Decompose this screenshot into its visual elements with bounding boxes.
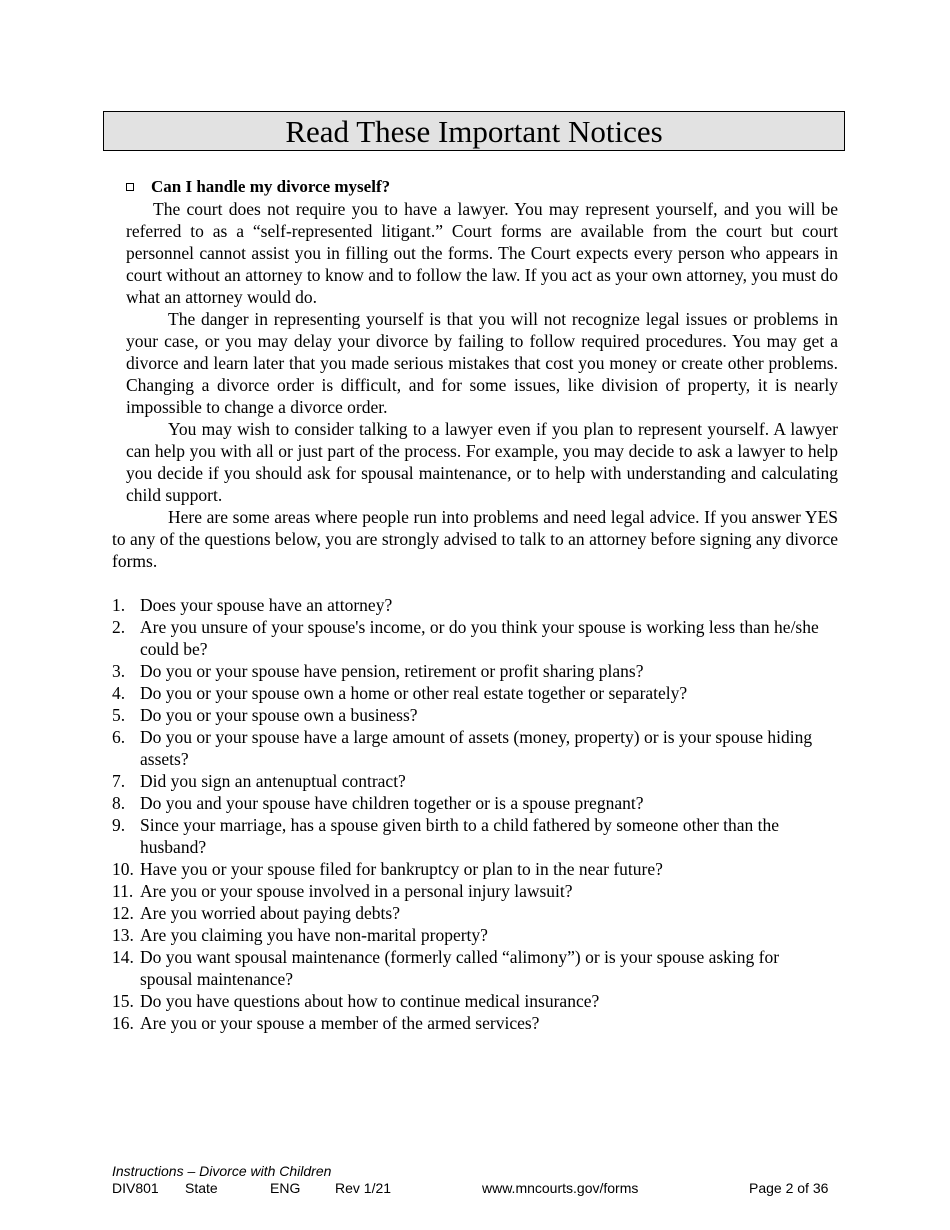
list-item-number: 5. [112,705,126,725]
list-item-text: Are you worried about paying debts? [140,903,400,923]
list-item-number: 2. [112,617,126,637]
paragraph-3: You may wish to consider talking to a lawyer even if you plan to represent yourself. A lawyer can help you with all or just part of the process. For example, you may decide to ask a lawyer to help you decide if you should ask for spousal maintenance, or to help with understanding and calculating child support. [126,419,838,505]
page-footer [112,1163,842,1197]
list-item-number: 12. [112,903,134,923]
list-item-text: Do you or your spouse have a large amount of assets (money, property) or is your spouse hiding assets? [140,727,813,769]
question-list [112,594,832,1034]
page-title: Read These Important Notices [285,114,663,149]
list-item [112,726,832,770]
list-item [112,946,832,990]
list-item [112,902,832,924]
language: ENG [270,1180,301,1196]
list-item-number: 15. [112,991,134,1011]
list-item-text: Are you claiming you have non-marital property? [140,925,488,945]
list-item [112,814,832,858]
list-item-text: Are you unsure of your spouse's income, or do you think your spouse is working less than he/she could be? [140,617,819,659]
list-item [112,770,832,792]
paragraph-1: The court does not require you to have a lawyer. You may represent yourself, and you will be referred to as a “self-represented litigant.” Court forms are available from the court but court personnel cannot assist you in filling out the forms. The Court expects every person who appears in court without an attorney to know and to follow the law. If you act as your own attorney, you must do what an attorney would do. [126,199,838,307]
paragraph-2: The danger in representing yourself is that you will not recognize legal issues or problems in your case, or you may delay your divorce by failing to follow required procedures. You may get a divorce and learn later that you made serious mistakes that cost you money or create other problems. Changing a divorce order is difficult, and for some issues, like division of property, it is nearly impossible to change a divorce order. [126,309,838,417]
list-item [112,594,832,616]
list-item [112,924,832,946]
form-code: DIV801 [112,1180,159,1196]
list-item-number: 9. [112,815,126,835]
list-item-number: 7. [112,771,126,791]
list-item-text: Have you or your spouse filed for bankruptcy or plan to in the near future? [140,859,663,879]
list-item-number: 1. [112,595,126,615]
section-heading [126,177,390,197]
list-item-number: 8. [112,793,126,813]
list-item-text: Are you or your spouse involved in a personal injury lawsuit? [140,881,573,901]
list-item-text: Do you or your spouse own a home or other real estate together or separately? [140,683,688,703]
section-heading-text: Can I handle my divorce myself? [151,177,391,196]
list-item [112,704,832,726]
list-item-text: Do you and your spouse have children together or is a spouse pregnant? [140,793,644,813]
list-item-text: Do you or your spouse own a business? [140,705,418,725]
list-item [112,880,832,902]
list-item-text: Do you have questions about how to continue medical insurance? [140,991,600,1011]
list-item [112,682,832,704]
list-item-text: Since your marriage, has a spouse given birth to a child fathered by someone other than the husband? [140,815,780,857]
list-item [112,990,832,1012]
list-item [112,1012,832,1034]
list-item-number: 3. [112,661,126,681]
list-item [112,858,832,880]
jurisdiction: State [185,1180,218,1196]
list-item-number: 10. [112,859,134,879]
list-item-text: Are you or your spouse a member of the armed services? [140,1013,540,1033]
checkbox-bullet-icon [126,183,134,191]
list-item-number: 13. [112,925,134,945]
list-item [112,792,832,814]
page-number: Page 2 of 36 [749,1180,829,1196]
notice-banner [103,111,845,151]
paragraph-4: Here are some areas where people run into problems and need legal advice. If you answer YES to any of the questions below, you are strongly advised to talk to an attorney before signing any divorce forms. [112,507,838,571]
list-item-number: 11. [112,881,134,901]
footer-title: Instructions – Divorce with Children [112,1163,332,1179]
list-item-number: 16. [112,1013,134,1033]
list-item-text: Do you or your spouse have pension, retirement or profit sharing plans? [140,661,644,681]
list-item-text: Did you sign an antenuptual contract? [140,771,406,791]
list-item-text: Does your spouse have an attorney? [140,595,393,615]
list-item-number: 14. [112,947,134,967]
list-item [112,616,832,660]
list-item-text: Do you want spousal maintenance (formerly called “alimony”) or is your spouse asking for spousal maintenance? [140,947,780,989]
list-item-number: 6. [112,727,126,747]
footer-meta-row [112,1180,842,1197]
list-item [112,660,832,682]
forms-url-link[interactable]: www.mncourts.gov/forms [482,1180,639,1196]
revision: Rev 1/21 [335,1180,392,1196]
list-item-number: 4. [112,683,126,703]
